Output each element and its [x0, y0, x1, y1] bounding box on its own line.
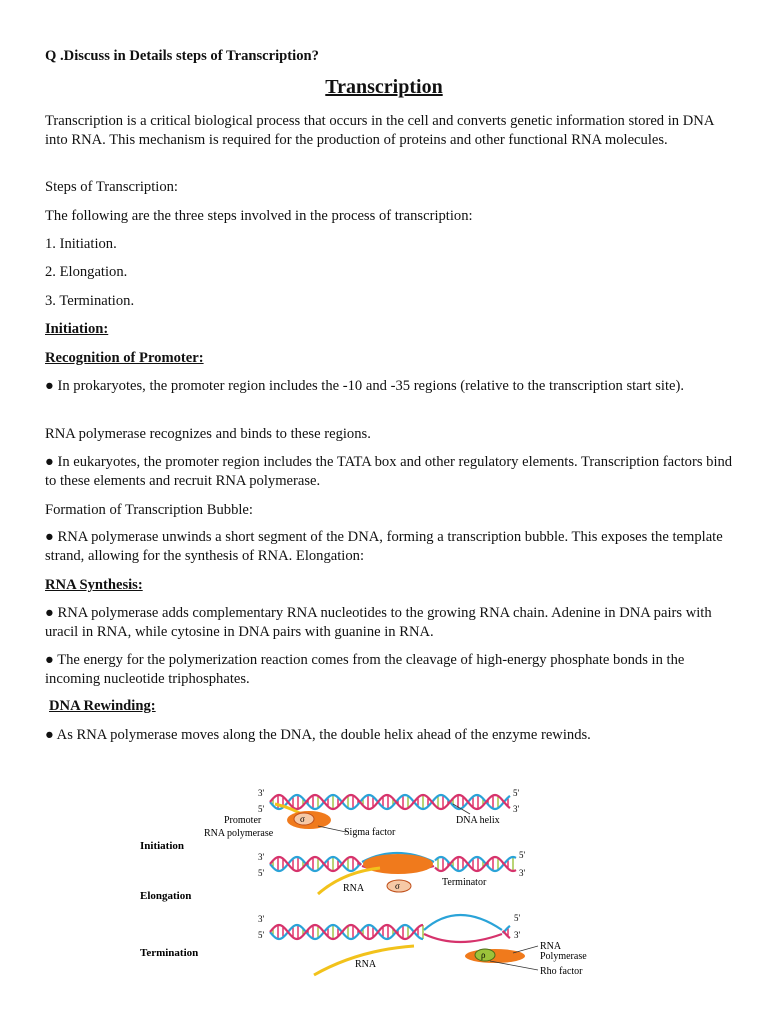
dna-helix-termination [270, 925, 510, 939]
rna-polymerase-label: RNA polymerase [204, 828, 274, 839]
initiation-heading: Initiation: [45, 321, 109, 337]
termination-5prime-right: 5' [514, 913, 521, 923]
step-2: 2. Elongation. [45, 264, 128, 280]
rho-factor-label: Rho factor [540, 966, 583, 977]
termination-5prime-left: 5' [258, 930, 265, 940]
rnap-binds-line: RNA polymerase recognizes and binds to these regions. [45, 426, 371, 442]
rna-polymerase-elongation [363, 854, 433, 874]
energy-bullet: ● The energy for the polymerization reaction comes from the cleavage of high-energy phosphate bonds in the incoming nucleotide triphosphates. [45, 652, 685, 687]
dna-helix-initiation [270, 795, 510, 809]
sigma-factor-label: Sigma factor [344, 827, 396, 838]
prokaryote-bullet: ● In prokaryotes, the promoter region includes the -10 and -35 regions (relative to the transcription start site). [45, 378, 684, 394]
initiation-3prime-right: 3' [513, 804, 520, 814]
initiation-5prime-left: 5' [258, 804, 265, 814]
bubble-bullet: ● RNA polymerase unwinds a short segment of the DNA, forming a transcription bubble. This exposes the template strand, allowing for the synthesis of RNA. Elongation: [45, 529, 723, 564]
sigma-symbol-released: σ [395, 881, 400, 891]
rna-label-elongation: RNA [343, 883, 365, 894]
promoter-label: Promoter [224, 815, 262, 826]
steps-intro: The following are the three steps involved in the process of transcription: [45, 208, 473, 224]
rna-polymerase-pointer [513, 946, 538, 953]
page-title: Transcription [325, 76, 443, 98]
rna-polymerase-label-line2: Polymerase [540, 951, 587, 962]
intro-paragraph: Transcription is a critical biological process that occurs in the cell and converts genetic information stored in DNA into RNA. This mechanism is required for the production of proteins and other functional RNA molecules. [45, 113, 714, 148]
promoter-heading: Recognition of Promoter: [45, 350, 204, 366]
elongation-3prime-right: 3' [519, 868, 526, 878]
termination-3prime-left: 3' [258, 914, 265, 924]
synthesis-bullet: ● RNA polymerase adds complementary RNA nucleotides to the growing RNA chain. Adenine in DNA pairs with uracil in RNA, while cytosine in DNA pairs with guanine in RNA. [45, 605, 712, 640]
stage-label-initiation: Initiation [140, 840, 185, 852]
rewinding-heading: DNA Rewinding: [49, 698, 156, 714]
question-line: Q .Discuss in Details steps of Transcription? [45, 48, 319, 64]
elongation-5prime-left: 5' [258, 868, 265, 878]
bubble-heading: Formation of Transcription Bubble: [45, 502, 253, 518]
initiation-3prime-left: 3' [258, 788, 265, 798]
stage-label-elongation: Elongation [140, 890, 192, 902]
eukaryote-bullet: ● In eukaryotes, the promoter region includes the TATA box and other regulatory elements. Transcription factors bind to these elements and recruit RNA polymerase. [45, 454, 733, 489]
transcription-diagram [118, 760, 638, 1010]
step-3: 3. Termination. [45, 293, 135, 309]
elongation-5prime-right: 5' [519, 850, 526, 860]
stage-label-termination: Termination [140, 947, 199, 959]
terminator-label: Terminator [442, 877, 487, 888]
dna-helix-label: DNA helix [456, 815, 500, 826]
termination-3prime-right: 3' [514, 930, 521, 940]
synthesis-heading: RNA Synthesis: [45, 577, 143, 593]
rho-factor-pointer [490, 961, 538, 970]
rna-polymerase-label-line1: RNA [540, 941, 562, 952]
sigma-symbol-initiation: σ [300, 814, 305, 824]
rho-symbol: ρ [481, 950, 486, 960]
elongation-3prime-left: 3' [258, 852, 265, 862]
termination-bubble-top [424, 915, 502, 930]
rna-label-termination: RNA [355, 959, 377, 970]
initiation-5prime-right: 5' [513, 788, 520, 798]
rewinding-bullet: ● As RNA polymerase moves along the DNA, the double helix ahead of the enzyme rewinds. [45, 727, 591, 743]
termination-bubble-bottom [424, 934, 502, 942]
sigma-factor-pointer [318, 826, 346, 832]
step-1: 1. Initiation. [45, 236, 117, 252]
steps-heading: Steps of Transcription: [45, 179, 178, 195]
